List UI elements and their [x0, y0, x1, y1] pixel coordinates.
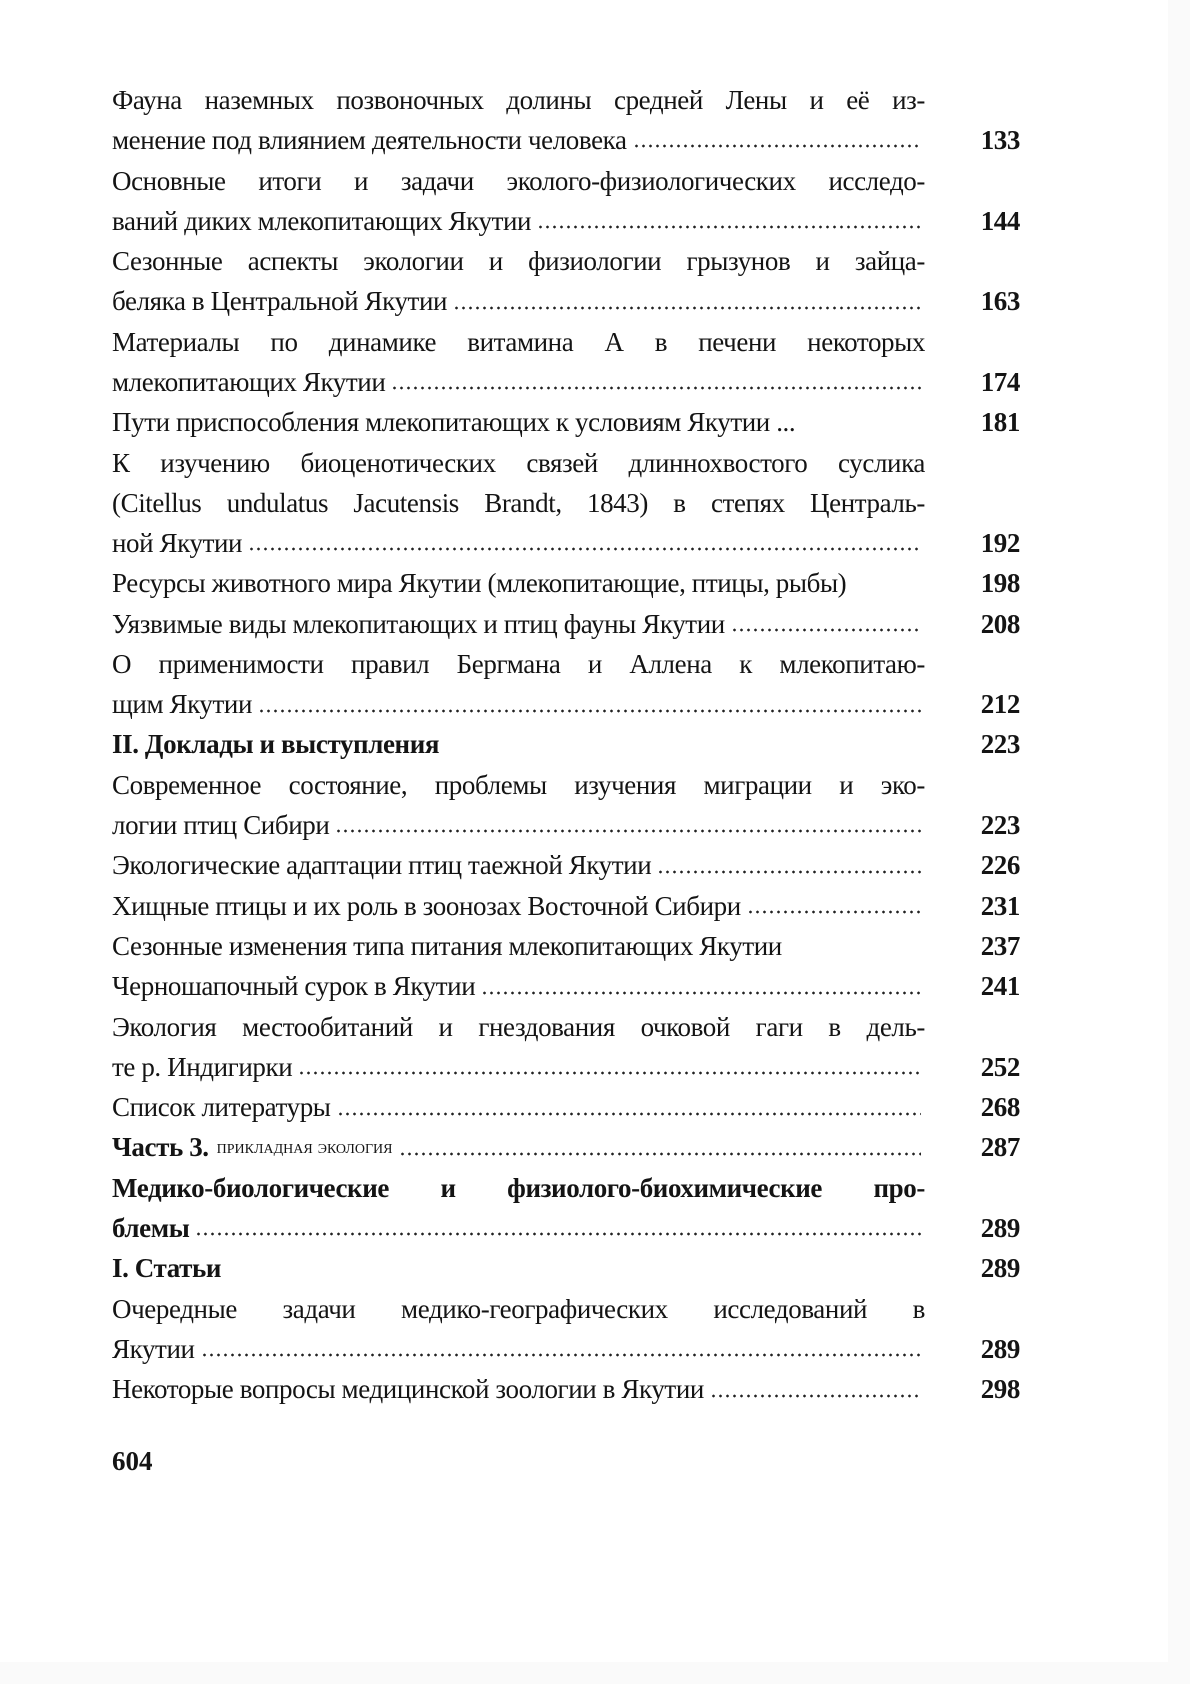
toc-entry-line — [112, 241, 1032, 281]
entry-title-text: Основные итоги и задачи эколого-физиологических исследо- — [112, 165, 925, 196]
toc-entry-line — [112, 684, 1032, 724]
entry-title-text: беляка в Центральной Якутии — [112, 286, 448, 317]
toc-entry-line — [112, 1329, 1032, 1369]
entry-title-text: менение под влиянием деятельности человека — [112, 124, 627, 155]
toc-entry-text — [112, 1092, 925, 1123]
dot-leader — [481, 990, 921, 996]
entry-title-text: Уязвимые виды млекопитающих и птиц фауны Якутии — [112, 608, 725, 639]
toc-entry-text — [112, 1213, 925, 1244]
toc-entry-text — [112, 850, 925, 881]
toc-entry-line — [112, 564, 1032, 604]
entry-title-text: ваний диких млекопитающих Якутии — [112, 205, 532, 236]
toc-entry-text — [112, 407, 925, 438]
toc-entry-text — [112, 244, 925, 278]
toc-page-number: 289 — [980, 1253, 1020, 1284]
entry-title-text: Медико-биологические и физиолого-биохимические про- — [112, 1173, 925, 1204]
toc-entry-line — [112, 765, 1032, 805]
toc-entry-text — [112, 1253, 925, 1284]
page-number: 604 — [112, 1446, 153, 1476]
toc-entry-text — [112, 1052, 925, 1083]
dot-leader — [391, 385, 921, 391]
toc-entry-line — [112, 1087, 1032, 1127]
dot-leader — [710, 1393, 921, 1399]
toc-entry-text — [112, 1292, 925, 1326]
entry-title-text: Хищные птицы и их роль в зоонозах Восточной Сибири — [112, 890, 741, 921]
toc-entry-text — [112, 1374, 925, 1405]
toc-page-number: 298 — [980, 1374, 1020, 1405]
dot-leader — [195, 1231, 921, 1237]
toc-entry-text — [112, 931, 925, 962]
toc-entry-line — [112, 644, 1032, 684]
toc-entry-line — [112, 1289, 1032, 1329]
toc-page-number: 289 — [980, 1212, 1020, 1243]
entry-title-text: млекопитающих Якутии — [112, 366, 386, 397]
toc-entry-text — [112, 971, 925, 1002]
toc-entry-text — [112, 528, 925, 559]
entry-title-text: щим Якутии — [112, 689, 253, 720]
entry-title-text: ной Якутии — [112, 527, 243, 558]
dot-leader — [453, 305, 921, 311]
toc-entry-line — [112, 604, 1032, 644]
toc-entry-text — [112, 1334, 925, 1365]
toc-entry-line — [112, 523, 1032, 563]
toc-entry-text — [112, 486, 925, 520]
toc-entry-line — [112, 201, 1032, 241]
toc-entry-text — [112, 125, 925, 156]
toc-page-number: 181 — [980, 407, 1020, 438]
toc-entry-line — [112, 886, 1032, 926]
toc-entry-line — [112, 281, 1032, 321]
toc-entry-line — [112, 725, 1032, 765]
toc-entry-line — [112, 80, 1032, 120]
dot-leader — [335, 828, 921, 834]
entry-title-text: Сезонные изменения типа питания млекопитающих Якутии — [112, 930, 782, 961]
toc-entry-text — [112, 1132, 925, 1163]
entry-title-text: те р. Индигирки — [112, 1051, 293, 1082]
dot-leader — [337, 1111, 921, 1117]
toc-entry-text — [112, 810, 925, 841]
toc-entry-text — [112, 83, 925, 117]
toc-page-number: 223 — [980, 729, 1020, 760]
toc-page-number: 287 — [980, 1132, 1020, 1163]
entry-title-text: Сезонные аспекты экологии и физиологии грызунов и зайца- — [112, 246, 925, 277]
toc-entry-text — [112, 647, 925, 681]
toc-page-number: 289 — [980, 1333, 1020, 1364]
entry-title-text: Фауна наземных позвоночных долины средней Лены и её из- — [112, 85, 925, 116]
toc-entry-line — [112, 805, 1032, 845]
dot-leader — [657, 869, 921, 875]
toc-entry-text — [112, 367, 925, 398]
toc-entry-line — [112, 161, 1032, 201]
entry-title-text: Пути приспособления млекопитающих к условиям Якутии ... — [112, 407, 796, 438]
toc-entry-line — [112, 1370, 1032, 1410]
toc-entry-text — [112, 164, 925, 198]
toc-page-number: 198 — [980, 568, 1020, 599]
dot-leader — [731, 627, 921, 633]
toc-entry-text — [112, 568, 925, 599]
part-title-smallcaps: прикладная экология — [216, 1136, 393, 1159]
toc-entry-line — [112, 402, 1032, 442]
toc-page-number: 208 — [980, 608, 1020, 639]
entry-title-text: О применимости правил Бергмана и Аллена к млекопитаю- — [112, 649, 925, 680]
entry-title-text: логии птиц Сибири — [112, 809, 330, 840]
toc-page-number: 252 — [980, 1051, 1020, 1082]
entry-title-text: Очередные задачи медико-географических исследований в — [112, 1294, 925, 1325]
entry-title-text: Ресурсы животного мира Якутии (млекопитающие, птицы, рыбы) — [112, 568, 847, 599]
toc-page-number: 144 — [980, 205, 1020, 236]
dot-leader — [298, 1070, 921, 1076]
toc-entry-text — [112, 286, 925, 317]
toc-entry-text — [112, 891, 925, 922]
toc-entry-line — [112, 1249, 1032, 1289]
toc-page-number: 133 — [980, 124, 1020, 155]
dot-leader — [258, 708, 921, 714]
toc-page-number: 231 — [980, 890, 1020, 921]
dot-leader — [537, 224, 921, 230]
toc-entry-text — [112, 729, 925, 760]
toc-page-number: 237 — [980, 930, 1020, 961]
entry-title-text: II. Доклады и выступления — [112, 729, 440, 760]
dot-leader — [248, 546, 921, 552]
toc-entry-text — [112, 1010, 925, 1044]
toc-entry-line — [112, 120, 1032, 160]
dot-leader — [201, 1352, 921, 1358]
toc-entry-text — [112, 768, 925, 802]
toc-entry-line — [112, 1168, 1032, 1208]
entry-title-text: Список литературы — [112, 1092, 331, 1123]
entry-title-text: Экологические адаптации птиц таежной Якутии — [112, 850, 652, 881]
dot-leader — [633, 143, 921, 149]
dot-leader — [399, 1151, 922, 1157]
toc-entry-text — [112, 446, 925, 480]
entry-title-text: Черношапочный сурок в Якутии — [112, 971, 476, 1002]
toc-entry-text — [112, 1171, 925, 1205]
toc-page-number: 268 — [980, 1092, 1020, 1123]
toc-page-number: 226 — [980, 850, 1020, 881]
table-of-contents — [112, 80, 1032, 1410]
entry-title-text: блемы — [112, 1212, 190, 1243]
toc-entry-line — [112, 846, 1032, 886]
toc-entry-line — [112, 1007, 1032, 1047]
entry-title-text: I. Статьи — [112, 1253, 222, 1284]
entry-title-text: Материалы по динамике витамина А в печени некоторых — [112, 326, 925, 357]
entry-title-text: Якутии — [112, 1333, 195, 1364]
toc-page-number: 163 — [980, 286, 1020, 317]
toc-entry-line — [112, 322, 1032, 362]
entry-title-text: К изучению биоценотических связей длиннохвостого суслика — [112, 447, 925, 478]
entry-title-text: Современное состояние, проблемы изучения миграции и эко- — [112, 770, 925, 801]
toc-entry-line — [112, 443, 1032, 483]
toc-entry-text — [112, 609, 925, 640]
toc-entry-line — [112, 967, 1032, 1007]
toc-page-number: 212 — [980, 689, 1020, 720]
toc-entry-line — [112, 1208, 1032, 1248]
entry-title-text: Экология местообитаний и гнездования очковой гаги в дель- — [112, 1011, 925, 1042]
toc-page-number: 192 — [980, 527, 1020, 558]
entry-title-text: (Citellus undulatus Jacutensis Brandt, 1843) в степях Централь- — [112, 488, 925, 519]
toc-entry-text — [112, 206, 925, 237]
entry-title-text: Часть 3. — [112, 1132, 209, 1163]
toc-page-number: 174 — [980, 366, 1020, 397]
entry-title-text: Некоторые вопросы медицинской зоологии в Якутии — [112, 1374, 704, 1405]
toc-page-number: 223 — [980, 809, 1020, 840]
toc-entry-text — [112, 689, 925, 720]
toc-entry-line — [112, 1047, 1032, 1087]
toc-entry-text — [112, 325, 925, 359]
toc-page-number: 241 — [980, 971, 1020, 1002]
toc-entry-line — [112, 1128, 1032, 1168]
dot-leader — [747, 909, 921, 915]
toc-entry-line — [112, 926, 1032, 966]
toc-entry-line — [112, 483, 1032, 523]
toc-entry-line — [112, 362, 1032, 402]
